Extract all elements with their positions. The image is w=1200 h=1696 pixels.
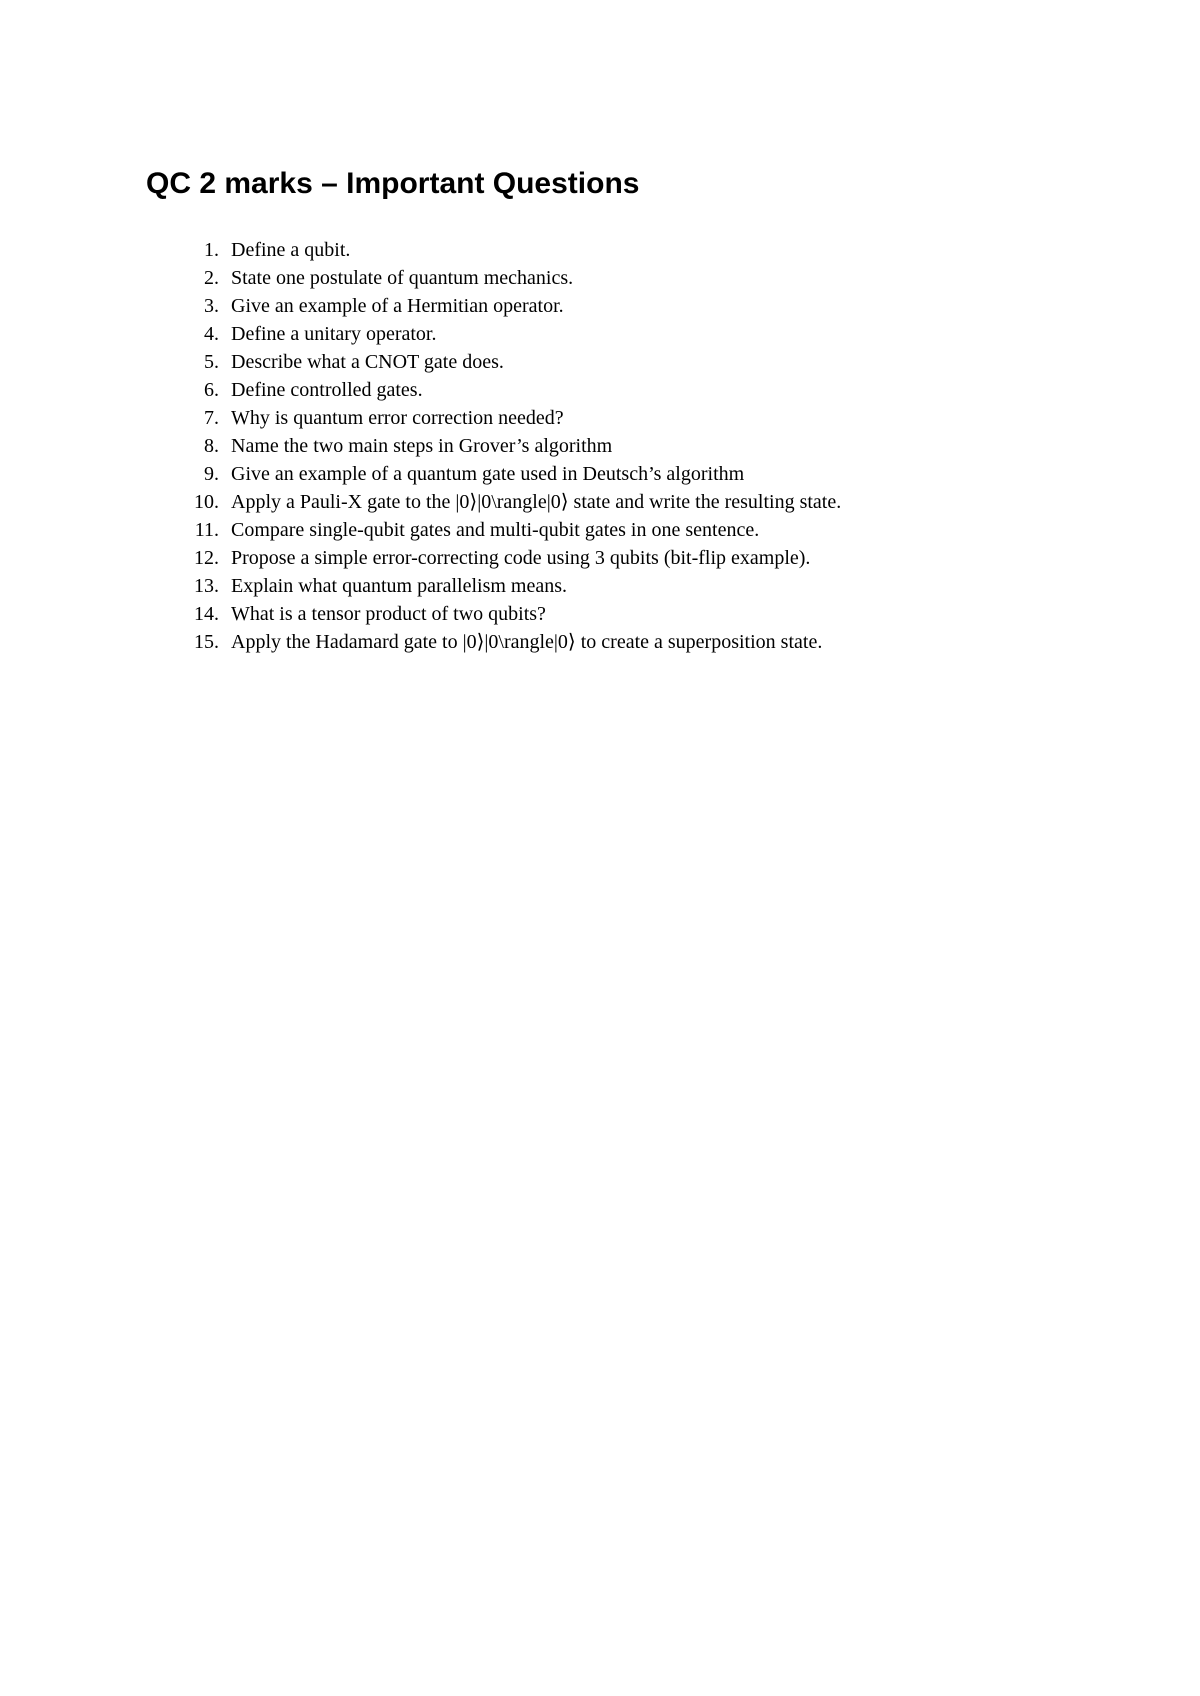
question-text: Apply the Hadamard gate to |0⟩|0\rangle|0⟩ to create a superposition state. [231,631,823,653]
question-number: 9. [204,463,219,485]
question-item [160,320,841,348]
question-number: 1. [204,239,219,261]
question-number: 14. [194,603,219,625]
question-number: 8. [204,435,219,457]
question-item [160,264,841,292]
number-gap [219,544,231,572]
number-gap [219,404,231,432]
question-text: Explain what quantum parallelism means. [231,575,568,597]
question-number: 12. [194,547,219,569]
question-item [160,236,841,264]
question-item [160,544,841,572]
question-item [160,432,841,460]
question-number: 5. [204,351,219,373]
question-item [160,572,841,600]
question-number: 3. [204,295,219,317]
question-number: 10. [194,491,219,513]
question-text: Propose a simple error-correcting code using 3 qubits (bit-flip example). [231,547,811,569]
question-list [160,236,841,656]
question-number: 4. [204,323,219,345]
number-gap [219,572,231,600]
question-text: Define a qubit. [231,239,351,261]
number-gap [219,292,231,320]
number-gap [219,348,231,376]
question-item [160,460,841,488]
question-item [160,488,841,516]
question-item [160,376,841,404]
question-number: 15. [194,631,219,653]
number-gap [219,320,231,348]
number-gap [219,516,231,544]
number-gap [219,264,231,292]
question-item [160,292,841,320]
question-item [160,516,841,544]
page-title: QC 2 marks – Important Questions [146,167,640,200]
question-text: State one postulate of quantum mechanics. [231,267,574,289]
question-text: Describe what a CNOT gate does. [231,351,504,373]
question-text: Apply a Pauli-X gate to the |0⟩|0\rangle|0⟩ state and write the resulting state. [231,491,842,513]
question-number: 13. [194,575,219,597]
question-number: 7. [204,407,219,429]
number-gap [219,460,231,488]
question-number: 2. [204,267,219,289]
question-text: Give an example of a quantum gate used in Deutsch’s algorithm [231,463,745,485]
question-number: 6. [204,379,219,401]
number-gap [219,488,231,516]
number-gap [219,600,231,628]
number-gap [219,376,231,404]
question-text: Give an example of a Hermitian operator. [231,295,564,317]
question-item [160,600,841,628]
question-item [160,404,841,432]
question-item [160,348,841,376]
question-text: Compare single-qubit gates and multi-qubit gates in one sentence. [231,519,760,541]
question-text: Name the two main steps in Grover’s algorithm [231,435,613,457]
number-gap [219,432,231,460]
question-text: Why is quantum error correction needed? [231,407,564,429]
question-item [160,628,841,656]
number-gap [219,236,231,264]
question-number: 11. [194,519,219,541]
question-text: Define controlled gates. [231,379,423,401]
question-text: What is a tensor product of two qubits? [231,603,546,625]
question-text: Define a unitary operator. [231,323,437,345]
number-gap [219,628,231,656]
